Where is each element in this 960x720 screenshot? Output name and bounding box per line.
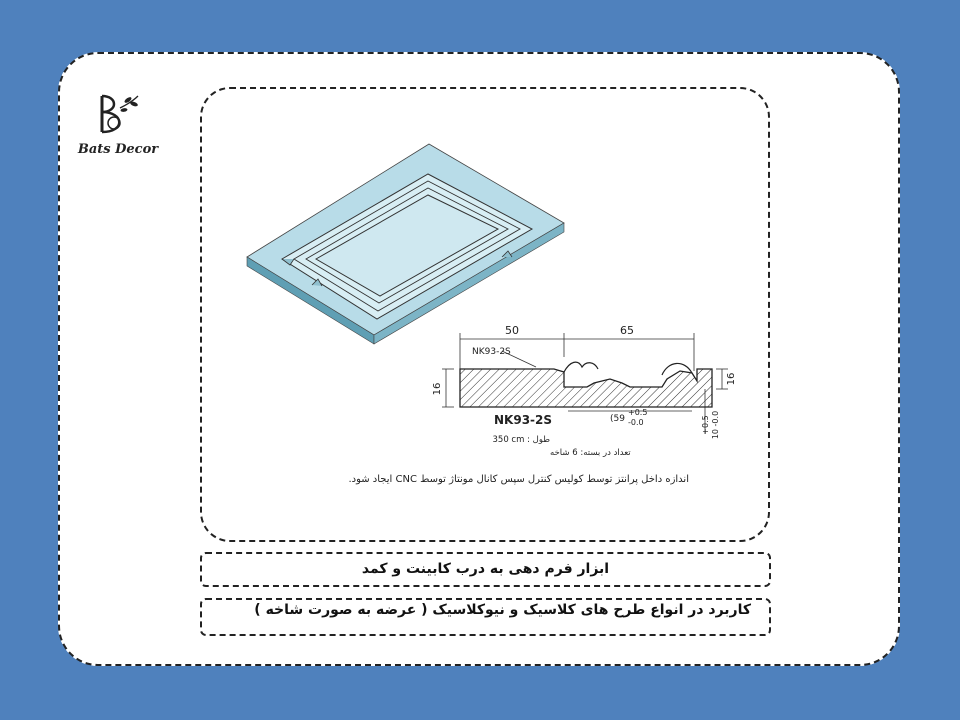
brand-name: Bats Decor — [77, 142, 159, 157]
usage-caption: کاربرد در انواع طرح های کلاسیک و نیوکلاسیک ( عرضه به صورت شاخه ) — [200, 598, 771, 636]
tol-right-plus: +0.5 — [701, 415, 710, 435]
height-right-label: 16 — [726, 372, 737, 386]
height-left-label: 16 — [432, 382, 443, 396]
dim-inner-label: (59 — [610, 414, 625, 424]
brand-logo — [72, 92, 164, 172]
profile-cross-section — [460, 362, 712, 407]
b-monogram-with-leaves-icon — [94, 92, 142, 138]
product-title-caption: ابزار فرم دهی به درب کابینت و کمد — [200, 552, 771, 587]
pack-line: تعداد در بسته: 6 شاخه — [550, 448, 631, 458]
dim-width-label: 50 — [505, 324, 519, 337]
tol-inner-plus: +0.5 — [628, 408, 648, 417]
length-line: 350 cm : طول — [492, 435, 550, 445]
product-drawing-frame — [200, 87, 770, 542]
tol-right-value: 10 -0.0 — [711, 410, 720, 440]
cnc-note: اندازه داخل پرانتز توسط کولیس کنترل سپس کانال مونتاژ توسط CNC ایجاد شود. — [348, 474, 689, 485]
panel-3d-illustration — [247, 144, 564, 344]
dim-groove-label: 65 — [620, 324, 634, 337]
tol-inner-minus: -0.0 — [628, 418, 644, 427]
model-title: NK93-2S — [494, 413, 553, 427]
model-callout-label: NK93-2S — [472, 347, 511, 357]
product-drawing — [202, 89, 768, 540]
